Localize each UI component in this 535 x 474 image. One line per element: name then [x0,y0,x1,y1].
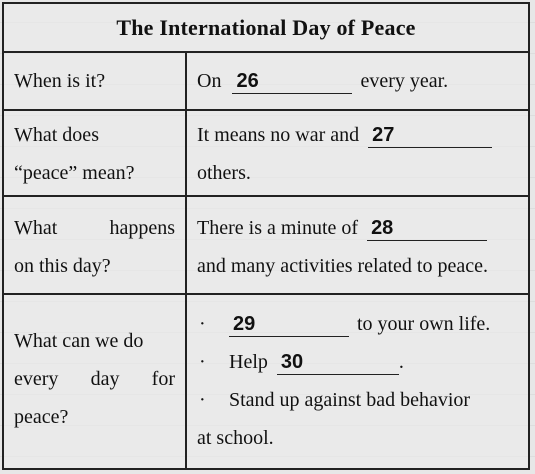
answer-line [197,419,528,457]
answer-text: others. [197,162,251,184]
table-row [4,51,528,111]
question-cell [4,295,187,468]
answer-line [197,209,528,247]
answer-cell [187,51,528,109]
answer-line [197,381,528,419]
question-cell [4,197,187,293]
answer-text: It means no war and [197,124,360,146]
question-text: every day for [14,368,175,390]
question-text: When is it? [14,70,106,92]
question-text: What can we do [14,330,144,352]
table-row [4,111,528,197]
blank-30[interactable]: 30 [277,350,399,375]
blank-28[interactable]: 28 [367,216,487,241]
answer-text: . [398,351,404,373]
question-text: What happens [14,217,175,239]
answer-text: and many activities related to peace. [197,255,488,277]
answer-line [197,62,528,100]
table-row [4,295,528,468]
bullet-icon: · [199,313,206,335]
answer-text: On [197,70,222,92]
answer-text: every year. [360,70,449,92]
answer-line [197,305,528,343]
answer-text: at school. [197,427,274,449]
question-text: What does [14,124,99,146]
question-text: “peace” mean? [14,162,135,184]
question-text: on this day? [14,255,111,277]
answer-line [197,154,528,192]
answer-cell [187,295,528,468]
blank-27[interactable]: 27 [368,123,492,148]
answer-line [197,343,528,381]
answer-cell [187,111,528,195]
question-cell [4,111,187,195]
bullet-icon: · [199,389,206,411]
answer-line [197,116,528,154]
answer-line [197,247,528,285]
answer-text: Stand up against bad behavior [229,389,471,411]
answer-cell [187,197,528,293]
blank-26[interactable]: 26 [232,69,352,94]
blank-29[interactable]: 29 [229,312,349,337]
table-row [4,197,528,295]
peace-day-table [2,2,530,470]
bullet-icon: · [199,351,206,373]
question-cell [4,51,187,109]
table-title: The International Day of Peace [4,4,528,53]
answer-text: Help [229,351,268,373]
answer-text: There is a minute of [197,217,359,239]
question-text: peace? [14,406,69,428]
answer-text: to your own life. [357,313,491,335]
